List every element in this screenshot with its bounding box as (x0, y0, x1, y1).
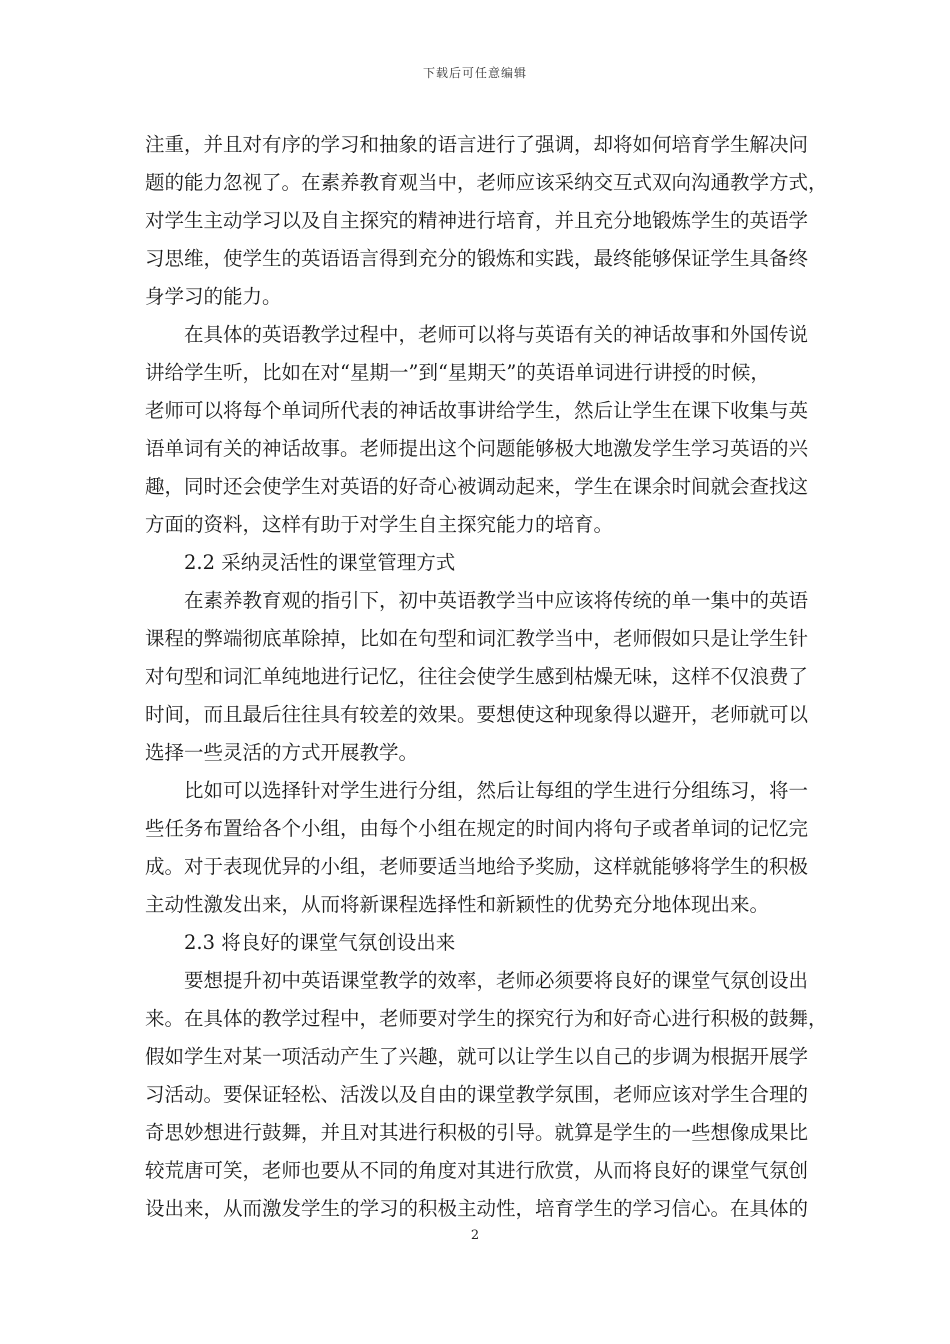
paragraph-line: 来。在具体的教学过程中，老师要对学生的探究行为和好奇心进行积极的鼓舞， (145, 1007, 828, 1030)
paragraph-line: 趣，同时还会使学生对英语的好奇心被调动起来，学生在课余时间就会查找这 (145, 475, 809, 498)
paragraph-line: 时间，而且最后往往具有较差的效果。要想使这种现象得以避开，老师就可以 (145, 703, 809, 726)
paragraph-line: 方面的资料，这样有助于对学生自主探究能力的培育。 (145, 513, 614, 536)
paragraph-line: 假如学生对某一项活动产生了兴趣，就可以让学生以自己的步调为根据开展学 (145, 1045, 809, 1068)
paragraph-line: 课程的弊端彻底革除掉，比如在句型和词汇教学当中，老师假如只是让学生针 (145, 627, 809, 650)
paragraph-line: 比如可以选择针对学生进行分组，然后让每组的学生进行分组练习，将一 (184, 779, 809, 802)
paragraph-line: 在素养教育观的指引下，初中英语教学当中应该将传统的单一集中的英语 (184, 589, 809, 612)
paragraph-line: 主动性激发出来，从而将新课程选择性和新颖性的优势充分地体现出来。 (145, 893, 770, 916)
paragraph-line: 设出来，从而激发学生的学习的积极主动性，培育学生的学习信心。在具体的 (145, 1197, 809, 1220)
page-number: 2 (470, 1228, 480, 1243)
paragraph-line: 对句型和词汇单纯地进行记忆，往往会使学生感到枯燥无味，这样不仅浪费了 (145, 665, 809, 688)
paragraph-line: 习活动。要保证轻松、活泼以及自由的课堂教学氛围，老师应该对学生合理的 (145, 1083, 809, 1106)
paragraph-line: 成。对于表现优异的小组，老师要适当地给予奖励，这样就能够将学生的积极 (145, 855, 809, 878)
paragraph-line: 对学生主动学习以及自主探究的精神进行培育，并且充分地锻炼学生的英语学 (145, 209, 809, 232)
paragraph-line: 奇思妙想进行鼓舞，并且对其进行积极的引导。就算是学生的一些想像成果比 (145, 1121, 809, 1144)
page-header: 下载后可任意编辑 (422, 66, 527, 80)
paragraph-line: 在具体的英语教学过程中，老师可以将与英语有关的神话故事和外国传说 (184, 323, 809, 346)
paragraph-line: 身学习的能力。 (145, 285, 282, 308)
paragraph-line: 题的能力忽视了。在素养教育观当中，老师应该采纳交互式双向沟通教学方式， (145, 171, 828, 194)
document-body (145, 126, 828, 1228)
paragraph-line: 老师可以将每个单词所代表的神话故事讲给学生，然后让学生在课下收集与英 (145, 399, 809, 422)
paragraph-line: 注重，并且对有序的学习和抽象的语言进行了强调，却将如何培育学生解决问 (145, 133, 809, 156)
paragraph-line: 讲给学生听，比如在对“星期一”到“星期天”的英语单词进行讲授的时候， (145, 361, 770, 384)
section-heading: 2.3 将良好的课堂气氛创设出来 (184, 931, 456, 954)
paragraph-line: 选择一些灵活的方式开展教学。 (145, 741, 419, 764)
paragraph-line: 较荒唐可笑，老师也要从不同的角度对其进行欣赏，从而将良好的课堂气氛创 (145, 1159, 809, 1182)
paragraph-line: 语单词有关的神话故事。老师提出这个问题能够极大地激发学生学习英语的兴 (145, 437, 809, 460)
paragraph-line: 些任务布置给各个小组，由每个小组在规定的时间内将句子或者单词的记忆完 (145, 817, 809, 840)
paragraph-line: 习思维，使学生的英语语言得到充分的锻炼和实践，最终能够保证学生具备终 (145, 247, 809, 270)
section-heading: 2.2 采纳灵活性的课堂管理方式 (184, 551, 456, 574)
paragraph-line: 要想提升初中英语课堂教学的效率，老师必须要将良好的课堂气氛创设出 (184, 969, 809, 992)
